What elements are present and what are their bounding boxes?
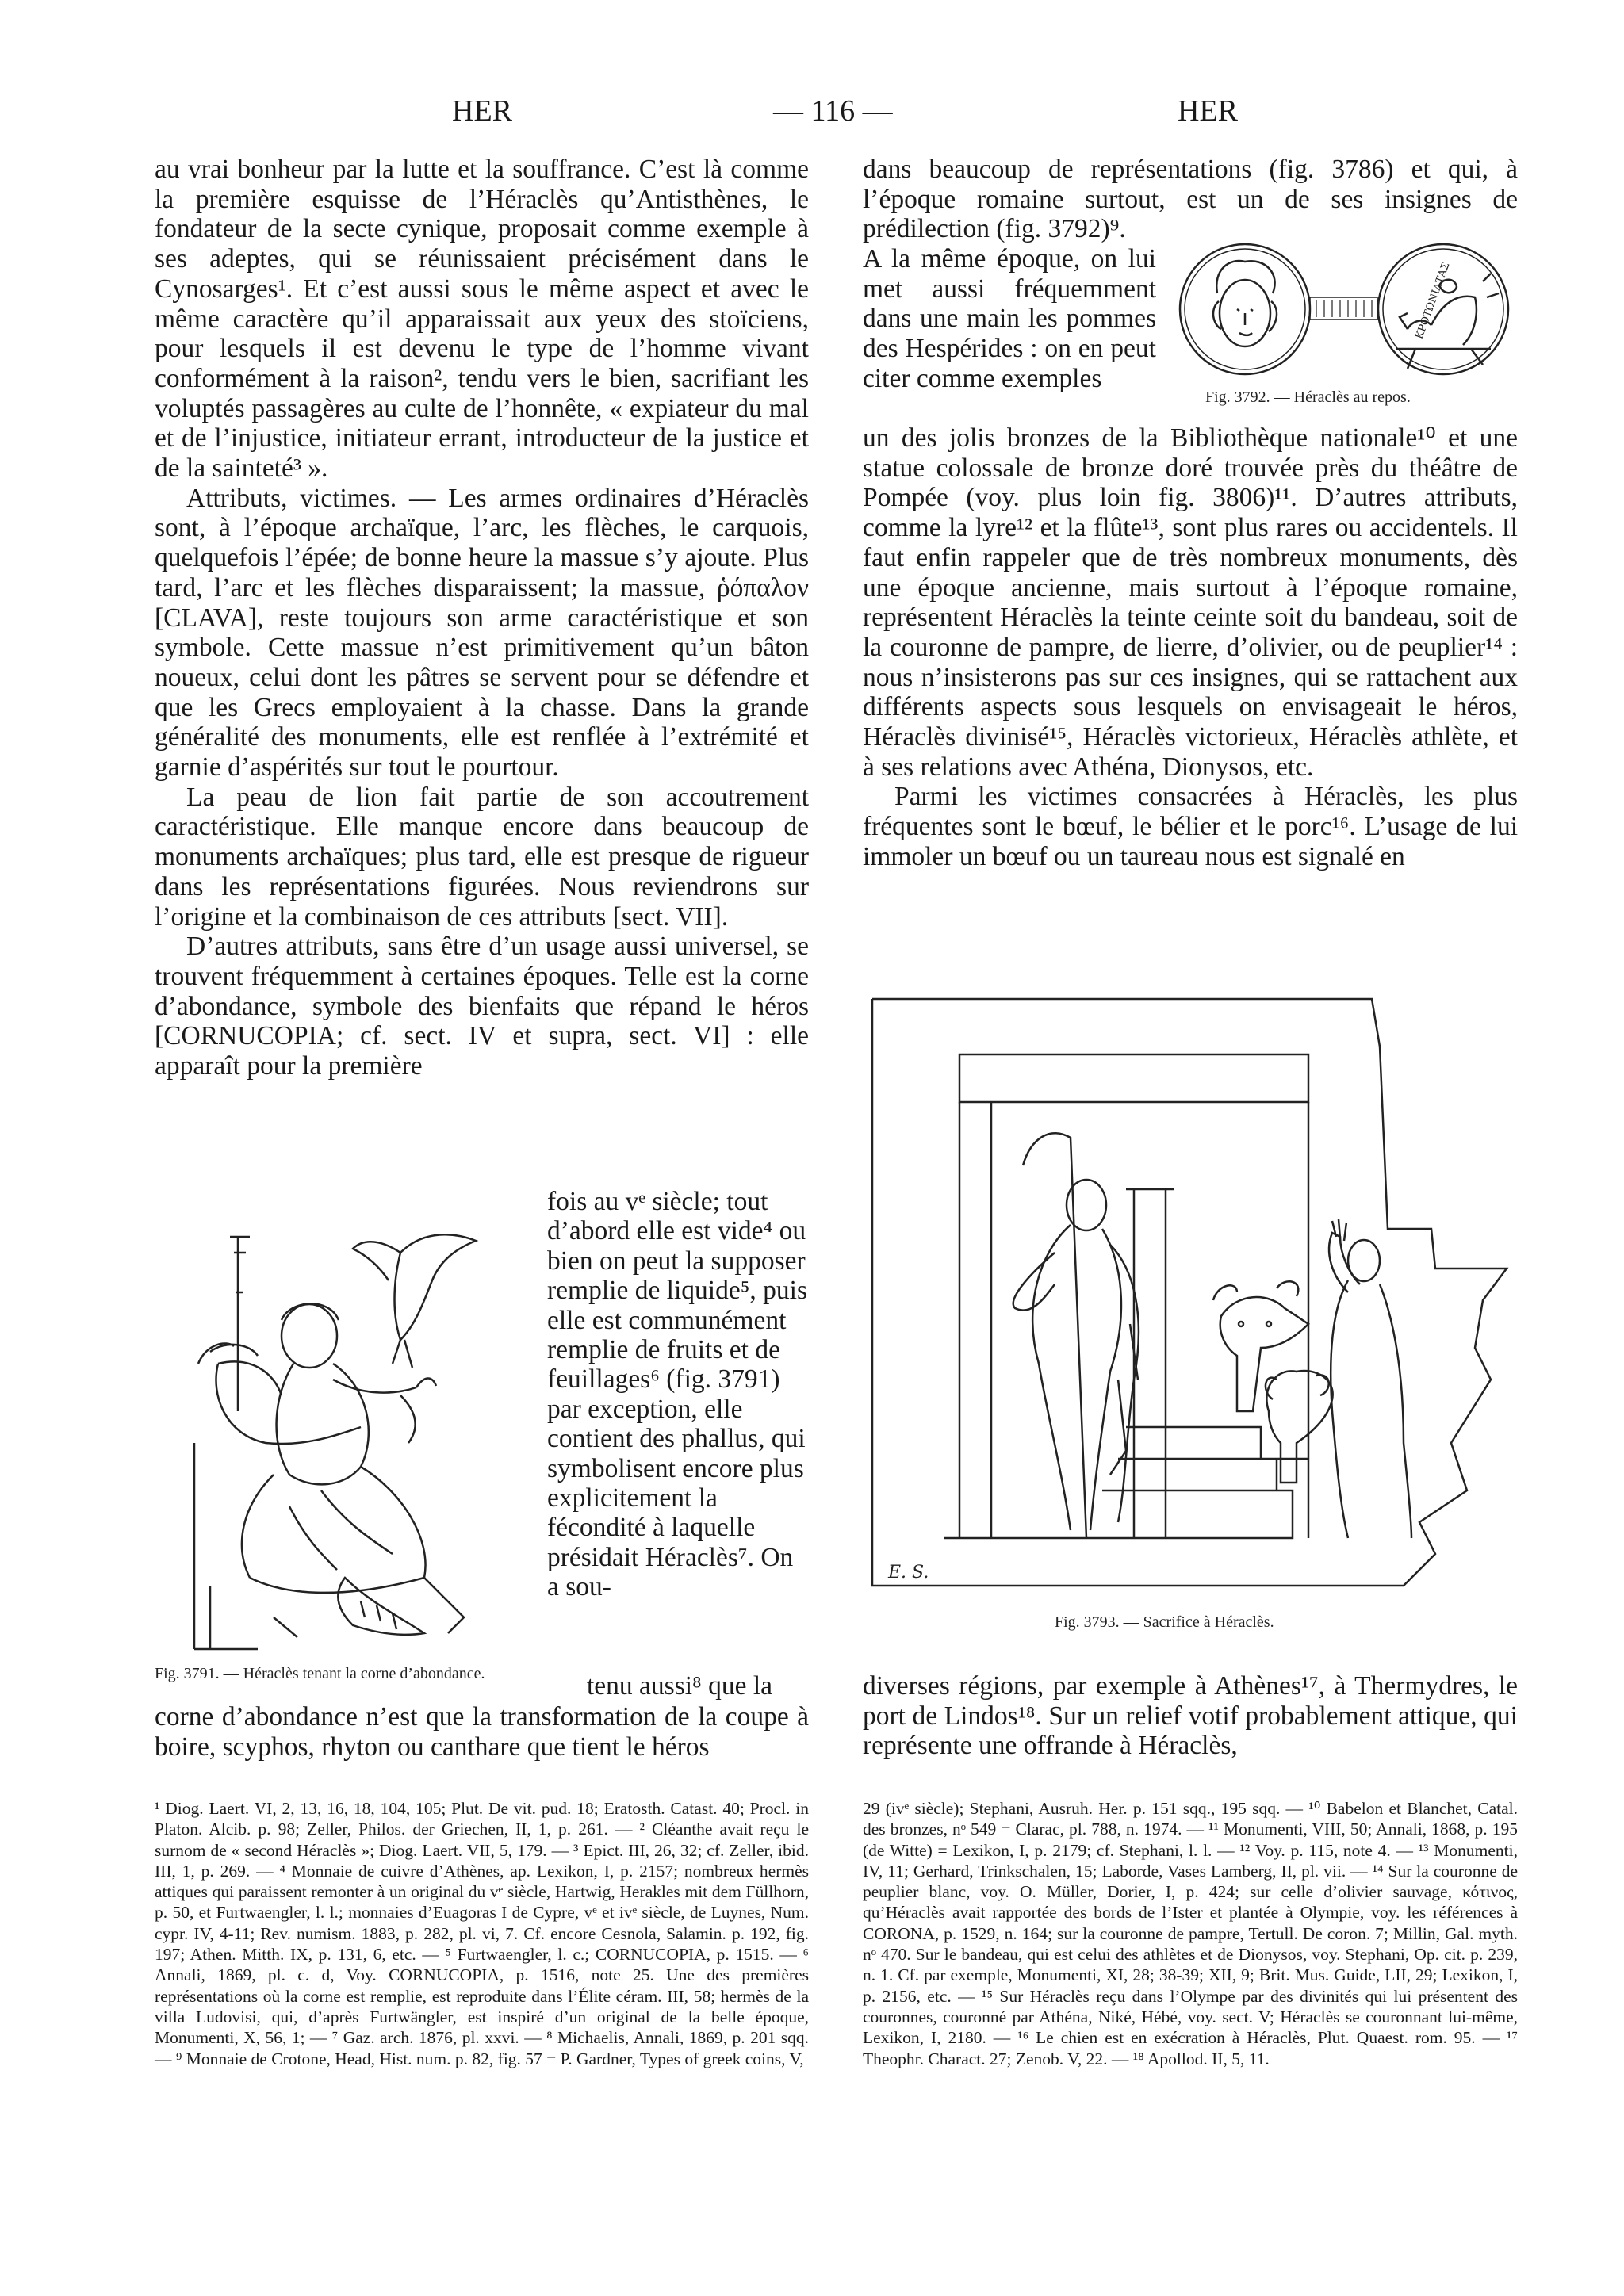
left-column — [155, 155, 809, 1081]
header-left: HER — [452, 94, 512, 128]
crotone-coin-illustration — [1170, 238, 1519, 404]
paragraph: diverses régions, par exemple à Athènes¹⁷, à Thermydres, le port de Lindos¹⁸. Sur un relief votif probablement attique, qui représente une offrande à Héraclès, — [863, 1671, 1518, 1761]
page-number: — 116 — — [773, 94, 893, 128]
right-column-middle — [863, 423, 1518, 872]
paragraph: au vrai bonheur par la lutte et la souffrance. C’est là comme la première esquisse de l’Héraclès qu’Antisthènes, le fondateur de la secte cynique, proposait comme exemple à ses adeptes, qui se réunissaient précisément dans le Cynosarges¹. Et c’est aussi sous le même aspect et avec le même caractère qu’il apparaissait aux yeux des stoïciens, pour lesquels il est devenu le type de l’homme vivant conformément à la raison², tendu vers le bien, sacrifiant les voluptés passagères au culte de l’honnête, « expiateur du mal et de l’injustice, initiateur errant, introducteur de la justice et de la sainteté³ ». — [155, 155, 809, 484]
paragraph: Parmi les victimes consacrées à Héraclès, les plus fréquentes sont le bœuf, le bélier et le porc¹⁶. L’usage de lui immoler un bœuf ou un taureau nous est signalé en — [863, 782, 1518, 871]
heracles-cornucopia-illustration — [163, 1205, 535, 1657]
paragraph: Attributs, victimes. — Les armes ordinaires d’Héraclès sont, à l’époque archaïque, l’arc, les flèches, le carquois, quelquefois l’épée; de bonne heure la massue s’y ajoute. Plus tard, l’arc et les flèches disparaissent; la massue, ῥόπαλον [CLAVA], reste toujours son arme caractéristique et son symbole. Cette massue n’est primitivement qu’un bâton noueux, celui dont les pâtres se servent pour se défendre et que les Grecs employaient à la chasse. Dans la grande généralité des monuments, elle est renflée à l’extrémité et garnie d’aspérités sur tout le pourtour. — [155, 483, 809, 783]
coin-wrap-text — [863, 244, 1156, 394]
figure-caption: Fig. 3791. — Héraclès tenant la corne d’abondance. — [155, 1665, 485, 1682]
paragraph: un des jolis bronzes de la Bibliothèque nationale¹⁰ et une statue colossale de bronze doré trouvée près du théâtre de Pompée (voy. plus loin fig. 3806)¹¹. D’autres attributs, comme la lyre¹² et la flûte¹³, sont plus rares ou accidentels. Il faut enfin rappeler que de très nombreux monuments, dès une époque ancienne, mais surtout à l’époque romaine, représentent Héraclès la teinte ceinte soit du bandeau, soit de la couronne de pampre, de lierre, d’olivier, ou de peuplier¹⁴ : nous n’insisterons pas sur ces insignes, qui se rattachent aux différents aspects sous lesquels on envisageait le héros, Héraclès divinisé¹⁵, Héraclès victorieux, Héraclès athlète, et à ses relations avec Athéna, Dionysos, etc. — [863, 423, 1518, 782]
figure-3793 — [864, 967, 1515, 1601]
figure-wrap-text — [547, 1187, 809, 1602]
footnotes-left: ¹ Diog. Laert. VI, 2, 13, 16, 18, 104, 105; Plut. De vit. pud. 18; Eratosth. Catast. 40; Procl. in Platon. Alcib. p. 98; Zeller, Philos. der Griechen, II, 1, p. 261. — ² Cléanthe avait reçu le surnom de « second Héraclès »; Diog. Laert. VII, 5, 179. — ³ Epict. III, 26, 32; cf. Zeller, ibid. III, 1, p. 269. — ⁴ Monnaie de cuivre d’Athènes, ap. Lexikon, I, p. 2157; nombreux hermès attiques qui paraissent remonter à un original du vᵉ siècle, Hartwig, Herakles mit dem Füllhorn, p. 50, et Furtwaengler, l. l.; monnaies d’Euagoras I de Cypre, vᵉ et ivᵉ siècle, de Luynes, Num. cypr. IV, 4-11; Rev. numism. 1883, p. 282, pl. vi, 7. Cf. encore Cesnola, Salamin. p. 192, fig. 197; Athen. Mitth. IX, p. 131, 6, etc. — ⁵ Furtwaengler, l. c.; CORNUCOPIA, p. 1515. — ⁶ Annali, 1869, pl. c. d, Voy. CORNUCOPIA, p. 1516, note 25. Une des premières représentations où la corne est remplie, est reproduite dans l’Élite céram. III, 58; hermès de la villa Ludovisi, qui, d’après Furtwängler, est inspiré d’un original de la belle époque, Monumenti, X, 56, 1; — ⁷ Gaz. arch. 1876, pl. xxvi. — ⁸ Michaelis, Annali, 1869, p. 201 sqq. — ⁹ Monnaie de Crotone, Head, Hist. num. p. 82, fig. 57 = P. Gardner, Types of greek coins, V, — [155, 1799, 809, 2068]
running-header — [0, 94, 1624, 141]
left-column-continuation — [155, 1702, 809, 1762]
footnotes-right: 29 (ivᵉ siècle); Stephani, Ausruh. Her. p. 151 sqq., 195 sqq. — ¹⁰ Babelon et Blanchet, Catal. des bronzes, nᵒ 549 = Clarac, pl. 788, n. 1974. — ¹¹ Monumenti, VIII, 50; Annali, 1868, p. 195 (de Witte) = Lexikon, I, p. 2179; cf. Stephani, l. l. — ¹² Voy. p. 115, note 4. — ¹³ Monumenti, IV, 11; Gerhard, Trinkschalen, 15; Laborde, Vases Lamberg, II, pl. vii. — ¹⁴ Sur la couronne de peuplier blanc, voy. O. Müller, Dorier, I, p. 424; sur celle d’olivier sauvage, κότινος, qu’Héraclès avait rapportée des bords de l’Ister et plantée à Olympie, voy. les références à CORONA, p. 1529, n. 164; sur la couronne de pampre, Tertull. De coron. 7; Millin, Gal. myth. nᵒ 470. Sur le bandeau, qui est celui des athlètes et de Dionysos, voy. Stephani, Op. cit. p. 239, n. 1. Cf. par exemple, Monumenti, XI, 28; 38-39; XII, 9; Brit. Mus. Guide, LII, 29; Lexikon, I, p. 2156, etc. — ¹⁵ Sur Héraclès reçu dans l’Olympe par des divinités qui lui présentent des couronnes, couronné par Athéna, Niké, Hébé, voy. sect. V; Héraclès se couronnant lui-même, Lexikon, I, 2180. — ¹⁶ Le chien est en exécration à Héraclès, Plut. Quaest. rom. 95. — ¹⁷ Theophr. Charact. 27; Zenob. V, 22. — ¹⁸ Apollod. II, 5, 11. — [863, 1799, 1518, 2068]
artist-signature: E. S. — [888, 1563, 929, 1582]
header-right: HER — [1178, 94, 1238, 128]
figure-wrap-text-tail — [587, 1671, 813, 1701]
figure-3791 — [163, 1205, 535, 1657]
right-column — [863, 155, 1518, 244]
figure-3792 — [1170, 238, 1519, 404]
paragraph: dans beaucoup de représentations (fig. 3786) et qui, à l’époque romaine surtout, est un de ses insignes de prédilection (fig. 3792)⁹. — [863, 155, 1518, 244]
paragraph: tenu aussi⁸ que la — [587, 1671, 773, 1701]
paragraph: fois au vᵉ siècle; tout d’abord elle est vide⁴ ou bien on peut la supposer remplie de liquide⁵, puis elle est communément remplie de fruits et de feuillages⁶ (fig. 3791) par exception, elle contient des phallus, qui symbolisent encore plus explicitement la fécondité à laquelle présidait Héraclès⁷. On a sou- — [547, 1187, 807, 1602]
paragraph: corne d’abondance n’est que la transformation de la coupe à boire, scyphos, rhyton ou canthare que tient le héros — [155, 1702, 809, 1762]
figure-caption: Fig. 3792. — Héraclès au repos. — [1205, 388, 1411, 406]
paragraph: A la même époque, on lui met aussi fréquemment dans une main les pommes des Hespérides : on en peut citer comme exemples — [863, 244, 1156, 393]
right-column-bottom — [863, 1671, 1518, 1761]
paragraph: D’autres attributs, sans être d’un usage aussi universel, se trouvent fréquemment à certaines époques. Telle est la corne d’abondance, symbole des bienfaits que répand le héros [CORNUCOPIA; cf. sect. IV et supra, sect. VI] : elle apparaît pour la première — [155, 932, 809, 1081]
coin-legend: ΚΡΟΤΩΝΙΑΤΑΣ — [1413, 261, 1453, 341]
figure-caption: Fig. 3793. — Sacrifice à Héraclès. — [1055, 1613, 1274, 1631]
sacrifice-relief-illustration — [864, 967, 1515, 1601]
paragraph: La peau de lion fait partie de son accoutrement caractéristique. Elle manque encore dans beaucoup de monuments archaïques; plus tard, elle est presque de rigueur dans les représentations figurées. Nous reviendrons sur l’origine et la combinaison de ces attributs [sect. VII]. — [155, 782, 809, 932]
